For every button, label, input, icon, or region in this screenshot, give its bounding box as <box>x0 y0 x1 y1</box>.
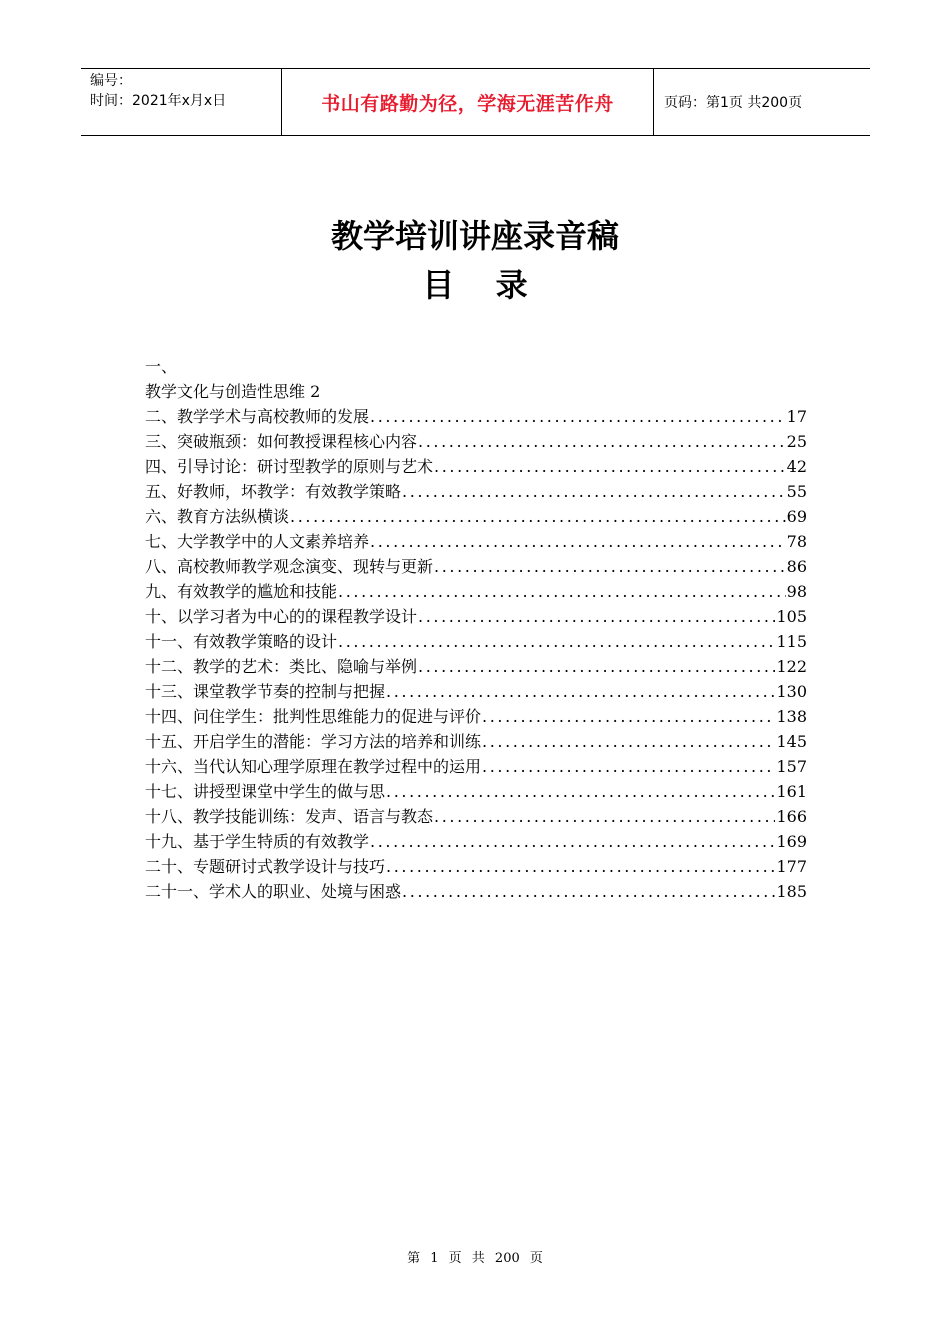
toc-entry-label: 九、有效教学的尴尬和技能 <box>145 582 338 601</box>
toc-entry-page-number: 17 <box>786 407 807 426</box>
toc-entry-page-number: 25 <box>786 432 807 451</box>
toc-leader-dots <box>418 654 775 679</box>
toc-entry-page-number: 130 <box>776 682 807 701</box>
toc-entry-page-number: 122 <box>776 657 807 676</box>
page-footer: 第 1 页 共 200 页 <box>407 1251 543 1266</box>
toc-entry[interactable] <box>145 579 807 604</box>
toc-entry[interactable] <box>145 654 807 679</box>
toc-entry-page-number: 166 <box>776 807 807 826</box>
toc-entry-1-number: 一、 <box>145 357 178 376</box>
toc-entry-label: 十三、课堂教学节奏的控制与把握 <box>145 682 386 701</box>
toc-entry[interactable] <box>145 554 807 579</box>
toc-entry-list <box>145 404 807 904</box>
toc-entry-page-number: 138 <box>776 707 807 726</box>
toc-entry-label: 四、引导讨论：研讨型教学的原则与艺术 <box>145 457 434 476</box>
toc-entry[interactable] <box>145 704 807 729</box>
document-title: 教学培训讲座录音稿 <box>330 217 619 255</box>
toc-entry[interactable] <box>145 729 807 754</box>
header-date-label: 时间：2021年x月x日 <box>90 93 227 109</box>
toc-leader-dots <box>386 854 775 879</box>
toc-leader-dots <box>370 404 786 429</box>
toc-entry-label: 十五、开启学生的潜能：学习方法的培养和训练 <box>145 732 482 751</box>
toc-leader-dots <box>290 504 786 529</box>
toc-entry[interactable] <box>145 754 807 779</box>
header-meta <box>81 69 282 135</box>
toc-leader-dots <box>482 754 775 779</box>
toc-entry[interactable] <box>145 529 807 554</box>
toc-entry-label: 三、突破瓶颈：如何教授课程核心内容 <box>145 432 418 451</box>
page-header <box>81 68 870 136</box>
header-number-label: 编号： <box>90 73 132 89</box>
toc-entry-label: 十二、教学的艺术：类比、隐喻与举例 <box>145 657 418 676</box>
toc-entry[interactable] <box>145 604 807 629</box>
toc-entry-page-number: 161 <box>776 782 807 801</box>
toc-entry-page-number: 55 <box>786 482 807 501</box>
toc-entry-label: 五、好教师，坏教学：有效教学策略 <box>145 482 402 501</box>
toc-entry[interactable] <box>145 629 807 654</box>
toc-entry[interactable] <box>145 829 807 854</box>
toc-leader-dots <box>434 804 775 829</box>
toc-entry[interactable] <box>145 679 807 704</box>
toc-leader-dots <box>386 679 775 704</box>
toc-entry-page-number: 169 <box>776 832 807 851</box>
toc-leader-dots <box>418 604 775 629</box>
toc-entry[interactable] <box>145 429 807 454</box>
toc-entry-page-number: 115 <box>776 632 807 651</box>
toc-entry-label: 十、以学习者为中心的的课程教学设计 <box>145 607 418 626</box>
toc-entry-label: 七、大学教学中的人文素养培养 <box>145 532 370 551</box>
toc-entry-label: 十六、当代认知心理学原理在教学过程中的运用 <box>145 757 482 776</box>
toc-entry-page-number: 86 <box>786 557 807 576</box>
toc-leader-dots <box>482 704 775 729</box>
toc-entry-label: 十四、问住学生：批判性思维能力的促进与评价 <box>145 707 482 726</box>
toc-entry-label: 十九、基于学生特质的有效教学 <box>145 832 370 851</box>
toc-entry[interactable] <box>145 404 807 429</box>
toc-entry-label: 十八、教学技能训练：发声、语言与教态 <box>145 807 434 826</box>
toc-leader-dots <box>338 629 775 654</box>
toc-leader-dots <box>482 729 775 754</box>
toc-entry-label: 八、高校教师教学观念演变、现转与更新 <box>145 557 434 576</box>
toc-leader-dots <box>370 529 786 554</box>
toc-entry-page-number: 157 <box>776 757 807 776</box>
toc-entry[interactable] <box>145 454 807 479</box>
toc-entry-label: 二、教学学术与高校教师的发展 <box>145 407 370 426</box>
toc-entry[interactable] <box>145 479 807 504</box>
toc-leader-dots <box>418 429 786 454</box>
header-page-info: 页码：第1页 共200页 <box>664 95 803 111</box>
toc-entry-page-number: 78 <box>786 532 807 551</box>
toc-leader-dots <box>434 554 786 579</box>
toc-entry-page-number: 177 <box>776 857 807 876</box>
toc-entry-label: 二十一、学术人的职业、处境与困惑 <box>145 882 402 901</box>
toc-entry-page-number: 42 <box>786 457 807 476</box>
toc-leader-dots <box>370 829 775 854</box>
toc-leader-dots <box>402 479 786 504</box>
toc-entry[interactable] <box>145 804 807 829</box>
toc-entry-label: 六、教育方法纵横谈 <box>145 507 290 526</box>
toc-entry-label: 十七、讲授型课堂中学生的做与思 <box>145 782 386 801</box>
toc-leader-dots <box>434 454 786 479</box>
toc-entry-1-title[interactable]: 教学文化与创造性思维 2 <box>145 382 321 401</box>
toc-heading: 目 录 <box>422 266 528 304</box>
toc-leader-dots <box>402 879 775 904</box>
toc-entry-page-number: 69 <box>786 507 807 526</box>
toc-entry-page-number: 145 <box>776 732 807 751</box>
toc-entry-page-number: 105 <box>776 607 807 626</box>
toc-entry-label: 二十、专题研讨式教学设计与技巧 <box>145 857 386 876</box>
toc-leader-dots <box>338 579 786 604</box>
toc-entry[interactable] <box>145 879 807 904</box>
toc-entry[interactable] <box>145 504 807 529</box>
toc-entry[interactable] <box>145 779 807 804</box>
table-of-contents <box>145 354 807 904</box>
header-motto: 书山有路勤为径，学海无涯苦作舟 <box>282 69 654 135</box>
toc-entry-page-number: 98 <box>786 582 807 601</box>
toc-entry-page-number: 185 <box>776 882 807 901</box>
toc-entry[interactable] <box>145 854 807 879</box>
toc-entry-label: 十一、有效教学策略的设计 <box>145 632 338 651</box>
toc-leader-dots <box>386 779 775 804</box>
